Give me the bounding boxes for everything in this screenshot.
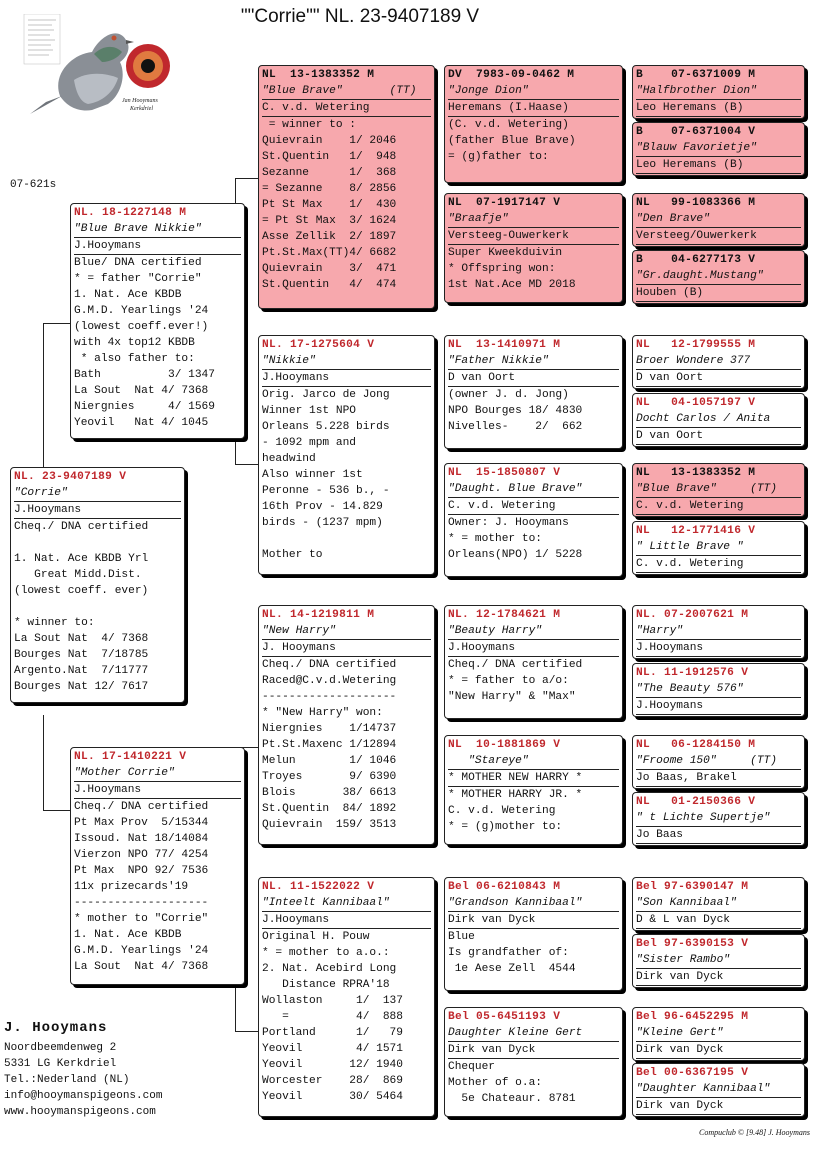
pedigree-box-sire[interactable] [70, 203, 245, 439]
pigeon-name: "Blue Brave" (TT) [636, 481, 801, 498]
ring-number: NL 99-1083366 M [636, 197, 756, 209]
pigeon-name: "Den Brave" [636, 211, 801, 228]
pigeon-name: "Beauty Harry" [448, 623, 619, 640]
pedigree-box-g10[interactable] [632, 663, 805, 717]
ring-number: DV 7983-09-0462 M [448, 69, 575, 81]
ring-number: NL. 17-1410221 V [74, 751, 187, 763]
pigeon-name: "New Harry" [262, 623, 431, 640]
ring-number: NL. 12-1784621 M [448, 609, 561, 621]
info-line: Wollaston 1/ 137 [262, 995, 403, 1007]
info-line: = Sezanne 8/ 2856 [262, 183, 397, 195]
info-line: = 4/ 888 [262, 1011, 403, 1023]
connector-line [43, 323, 44, 470]
owner: Versteeg/Ouwerkerk [636, 228, 801, 245]
pedigree-box-g16[interactable] [632, 1063, 805, 1117]
info-line: (owner J. d. Jong) [448, 389, 569, 401]
pedigree-box-g1[interactable] [632, 65, 805, 119]
info-line [14, 535, 181, 551]
lineage-code: 07-621s [10, 179, 57, 191]
info-line: Peronne - 536 b., - [262, 485, 390, 497]
owner: J.Hooymans [74, 782, 241, 799]
info-line: La Sout Nat 4/ 7368 [14, 633, 149, 645]
info-line: Blois 38/ 6613 [262, 787, 397, 799]
info-line: La Sout Nat 4/ 7368 [74, 961, 209, 973]
info-line: Yeovil 12/ 1940 [262, 1059, 403, 1071]
info-line: 5e Chateaur. 8781 [448, 1093, 576, 1105]
info-line: birds - (1237 mpm) [262, 517, 383, 529]
connector-line [43, 323, 71, 324]
info-line: NPO Bourges 18/ 4830 [448, 405, 583, 417]
info-line: Mother to [262, 549, 323, 561]
info-line: Owner: J. Hooymans [448, 517, 569, 529]
connector-line [43, 715, 44, 811]
pedigree-box-corrie[interactable] [10, 467, 185, 703]
info-line: Blue [448, 931, 475, 943]
ring-number: NL 06-1284150 M [636, 739, 756, 751]
info-line: Asse Zellik 2/ 1897 [262, 231, 397, 243]
pedigree-box-ddd[interactable] [444, 1007, 623, 1117]
pigeon-name: "Inteelt Kannibaal" [262, 895, 431, 912]
owner: Dirk van Dyck [448, 912, 619, 929]
owner: Versteeg-Ouwerkerk [448, 228, 619, 245]
contact-postcode: 5331 LG Kerkdriel [4, 1058, 117, 1070]
info-line: Bourges Nat 7/18785 [14, 649, 149, 661]
info-line: St.Quentin 84/ 1892 [262, 803, 397, 815]
pigeon-name: "Mother Corrie" [74, 765, 241, 782]
info-line: 1. Nat. Ace KBDB [74, 289, 182, 301]
info-line: Chequer [448, 1061, 495, 1073]
ring-number: B 07-6371004 V [636, 126, 756, 138]
ring-number: Bel 97-6390147 M [636, 881, 749, 893]
owner: J.Hooymans [14, 502, 181, 519]
ring-number: Bel 06-6210843 M [448, 881, 561, 893]
pedigree-box-sdd[interactable] [444, 463, 623, 577]
info-line: Cheq./ DNA certified [448, 659, 583, 671]
info-line: Orleans 5.228 birds [262, 421, 390, 433]
ring-number: NL 13-1383352 M [262, 69, 375, 81]
pedigree-box-g7[interactable] [632, 463, 805, 517]
info-line: Portland 1/ 79 [262, 1027, 403, 1039]
owner: D van Oort [636, 428, 801, 445]
ring-number: NL. 18-1227148 M [74, 207, 187, 219]
info-line: Pt Max Prov 5/15344 [74, 817, 209, 829]
logo-text-a: Jan Hooymans [122, 98, 158, 104]
ring-number: Bel 96-6452295 M [636, 1011, 749, 1023]
info-line: C. v.d. Wetering [448, 805, 556, 817]
info-line: Is grandfather of: [448, 947, 569, 959]
info-line [262, 531, 431, 547]
ring-number: NL 04-1057197 V [636, 397, 756, 409]
pigeon-name: " t Lichte Supertje" [636, 810, 801, 827]
pedigree-box-sire-dam[interactable] [258, 335, 435, 575]
ring-number: NL. 11-1522022 V [262, 881, 375, 893]
pigeon-name: Daughter Kleine Gert [448, 1025, 619, 1042]
info-line: Raced@C.v.d.Wetering [262, 675, 397, 687]
pedigree-box-dds[interactable] [444, 877, 623, 991]
info-line: -------------------- [262, 691, 397, 703]
page-title: ""Corrie"" NL. 23-9407189 V [240, 6, 480, 27]
info-line: Blue/ DNA certified [74, 257, 202, 269]
pedigree-box-dss[interactable] [444, 605, 623, 719]
ring-number: NL 15-1850807 V [448, 467, 561, 479]
contact-phone: Tel.:Nederland (NL) [4, 1074, 130, 1086]
ring-number: Bel 05-6451193 V [448, 1011, 561, 1023]
info-line: St.Quentin 4/ 474 [262, 279, 397, 291]
owner: J.Hooymans [636, 640, 801, 657]
info-line: Troyes 9/ 6390 [262, 771, 397, 783]
pedigree-box-sds[interactable] [444, 335, 623, 449]
info-line: * = father to a/o: [448, 675, 569, 687]
pedigree-box-g3[interactable] [632, 193, 805, 247]
info-line: Yeovil 4/ 1571 [262, 1043, 403, 1055]
owner: Leo Heremans (B) [636, 157, 801, 174]
owner: C. v.d. Wetering [636, 556, 801, 573]
pigeon-name: "Father Nikkie" [448, 353, 619, 370]
ring-number: NL 07-1917147 V [448, 197, 561, 209]
info-line: Vierzon NPO 77/ 4254 [74, 849, 209, 861]
pigeon-name: "Daughter Kannibaal" [636, 1081, 801, 1098]
info-line: 1st Nat.Ace MD 2018 [448, 279, 576, 291]
ring-number: Bel 00-6367195 V [636, 1067, 749, 1079]
info-line: Cheq./ DNA certified [74, 801, 209, 813]
pigeon-name: "Halfbrother Dion" [636, 83, 801, 100]
ring-number: NL. 11-1912576 V [636, 667, 749, 679]
pedigree-box-dam-dam[interactable] [258, 877, 435, 1117]
info-line: Super Kweekduivin [448, 247, 563, 259]
info-line: = Pt St Max 3/ 1624 [262, 215, 397, 227]
pigeon-name: Docht Carlos / Anita [636, 411, 801, 428]
owner: C. v.d. Wetering [448, 498, 619, 515]
owner: Dirk van Dyck [636, 969, 801, 986]
info-line: Sezanne 1/ 368 [262, 167, 397, 179]
pigeon-name: "Sister Rambo" [636, 952, 801, 969]
info-line: * MOTHER HARRY JR. * [448, 789, 583, 801]
pigeon-name: "Grandson Kannibaal" [448, 895, 619, 912]
owner: * MOTHER NEW HARRY * [448, 770, 619, 787]
info-line: Pt St Max 1/ 430 [262, 199, 397, 211]
info-line: 1e Aese Zell 4544 [448, 963, 576, 975]
contact-website[interactable]: www.hooymanspigeons.com [4, 1106, 156, 1118]
pigeon-name: "Froome 150" (TT) [636, 753, 801, 770]
info-line: * = (g)mother to: [448, 821, 563, 833]
info-line: 16th Prov - 14.829 [262, 501, 383, 513]
info-line: Niergnies 1/14737 [262, 723, 397, 735]
owner: J.Hooymans [262, 370, 431, 387]
pedigree-box-g14[interactable] [632, 934, 805, 988]
owner: J. Hooymans [262, 640, 431, 657]
owner: J.Hooymans [448, 640, 619, 657]
info-line: Great Midd.Dist. [14, 569, 142, 581]
info-line [14, 599, 181, 615]
pedigree-box-g12[interactable] [632, 792, 805, 846]
info-line: Winner 1st NPO [262, 405, 356, 417]
pigeon-name: "Nikkie" [262, 353, 431, 370]
owner: D & L van Dyck [636, 912, 801, 929]
info-line: Yeovil Nat 4/ 1045 [74, 417, 209, 429]
info-line: (lowest coeff.ever!) [74, 321, 209, 333]
info-line: 1. Nat. Ace KBDB [74, 929, 182, 941]
info-line: (father Blue Brave) [448, 135, 576, 147]
info-line: 1. Nat. Ace KBDB Yrl [14, 553, 149, 565]
owner: C. v.d. Wetering [636, 498, 801, 515]
pigeon-name: "Harry" [636, 623, 801, 640]
info-line: Quievrain 159/ 3513 [262, 819, 397, 831]
pedigree-box-g2[interactable] [632, 122, 805, 176]
info-line: Orig. Jarco de Jong [262, 389, 390, 401]
pedigree-box-g9[interactable] [632, 605, 805, 659]
pigeon-name: " Little Brave " [636, 539, 801, 556]
ring-number: NL. 07-2007621 M [636, 609, 749, 621]
ring-number: NL. 17-1275604 V [262, 339, 375, 351]
ring-number: Bel 97-6390153 V [636, 938, 749, 950]
pedigree-box-g5[interactable] [632, 335, 805, 389]
pedigree-box-g11[interactable] [632, 735, 805, 789]
info-line: headwind [262, 453, 316, 465]
ring-number: B 04-6277173 V [636, 254, 756, 266]
pedigree-box-g4[interactable] [632, 250, 805, 304]
software-credit: Compuclub © [9.48] J. Hooymans [699, 1128, 810, 1137]
info-line: * Offspring won: [448, 263, 556, 275]
owner: Heremans (I.Haase) [448, 100, 619, 117]
ring-number: NL 13-1383352 M [636, 467, 756, 479]
pigeon-name: "Blauw Favorietje" [636, 140, 801, 157]
info-line: = (g)father to: [448, 151, 549, 163]
ring-number: B 07-6371009 M [636, 69, 756, 81]
ring-number: NL 13-1410971 M [448, 339, 561, 351]
pedigree-box-dam-sire[interactable] [258, 605, 435, 845]
info-line: Nivelles- 2/ 662 [448, 421, 583, 433]
owner: J.Hooymans [262, 912, 431, 929]
owner: D van Oort [636, 370, 801, 387]
info-line: Original H. Pouw [262, 931, 370, 943]
pedigree-box-sss[interactable] [444, 65, 623, 183]
info-line: Pt.St.Maxenc 1/12894 [262, 739, 397, 751]
pigeon-logo [22, 14, 172, 126]
owner: C. v.d. Wetering [262, 100, 431, 117]
pigeon-name: "Blue Brave Nikkie" [74, 221, 241, 238]
info-line: G.M.D. Yearlings '24 [74, 305, 209, 317]
owner: Jo Baas, Brakel [636, 770, 801, 787]
info-line: Pt Max NPO 92/ 7536 [74, 865, 209, 877]
info-line: Worcester 28/ 869 [262, 1075, 403, 1087]
pedigree-box-g13[interactable] [632, 877, 805, 931]
info-line: * "New Harry" won: [262, 707, 383, 719]
info-line: Yeovil 30/ 5464 [262, 1091, 403, 1103]
contact-email[interactable]: info@hooymanspigeons.com [4, 1090, 163, 1102]
owner: Leo Heremans (B) [636, 100, 801, 117]
pedigree-box-g6[interactable] [632, 393, 805, 447]
info-line: (lowest coeff. ever) [14, 585, 149, 597]
info-line: Bourges Nat 12/ 7617 [14, 681, 149, 693]
info-line: Also winner 1st [262, 469, 363, 481]
owner: Jo Baas [636, 827, 801, 844]
info-line: 2. Nat. Acebird Long [262, 963, 397, 975]
connector-line [235, 1031, 259, 1032]
ring-number: NL 12-1799555 M [636, 339, 756, 351]
pigeon-name: "Gr.daught.Mustang" [636, 268, 801, 285]
info-line: Argento.Nat 7/11777 [14, 665, 149, 677]
info-line: with 4x top12 KBDB [74, 337, 195, 349]
info-line: Cheq./ DNA certified [14, 521, 149, 533]
pigeon-name: "Jonge Dion" [448, 83, 619, 100]
breeder-name: J. Hooymans [4, 1020, 108, 1036]
connector-line [43, 810, 71, 811]
info-line: * = father "Corrie" [74, 273, 202, 285]
pedigree-box-dsd[interactable] [444, 735, 623, 845]
info-line: G.M.D. Yearlings '24 [74, 945, 209, 957]
pedigree-box-dam[interactable] [70, 747, 245, 985]
pigeon-name: "Son Kannibaal" [636, 895, 801, 912]
ring-number: NL 12-1771416 V [636, 525, 756, 537]
pigeon-name: "Stareye" [448, 753, 619, 770]
info-line: Quievrain 1/ 2046 [262, 135, 397, 147]
info-line: Distance RPRA'18 [262, 979, 390, 991]
info-line: Melun 1/ 1046 [262, 755, 397, 767]
pigeon-name: "Kleine Gert" [636, 1025, 801, 1042]
pigeon-name: "The Beauty 576" [636, 681, 801, 698]
pigeon-name: Broer Wondere 377 [636, 353, 801, 370]
info-line: * mother to "Corrie" [74, 913, 209, 925]
pigeon-name: "Blue Brave" (TT) [262, 83, 431, 100]
info-line: "New Harry" & "Max" [448, 691, 576, 703]
owner: Houben (B) [636, 285, 801, 302]
pigeon-name: "Corrie" [14, 485, 181, 502]
pigeon-name: "Daught. Blue Brave" [448, 481, 619, 498]
owner: Dirk van Dyck [448, 1042, 619, 1059]
info-line: * = mother to: [448, 533, 542, 545]
info-line: * also father to: [74, 353, 195, 365]
info-line: -------------------- [74, 897, 209, 909]
connector-line [235, 178, 259, 179]
pedigree-box-g8[interactable] [632, 521, 805, 575]
info-line: Issoud. Nat 18/14084 [74, 833, 209, 845]
breeder-contact [4, 1020, 162, 1120]
info-line: St.Quentin 1/ 948 [262, 151, 397, 163]
info-line: (C. v.d. Wetering) [448, 119, 569, 131]
owner: J.Hooymans [636, 698, 801, 715]
info-line: * = mother to a.o.: [262, 947, 390, 959]
info-line: Pt.St.Max(TT)4/ 6682 [262, 247, 397, 259]
contact-address: Noordbeemdenweg 2 [4, 1042, 117, 1054]
connector-line [235, 464, 259, 465]
info-line: * winner to: [14, 617, 95, 629]
logo-text-b: Kerkdriel [130, 106, 153, 112]
info-line: Mother of o.a: [448, 1077, 542, 1089]
owner: Dirk van Dyck [636, 1042, 801, 1059]
owner: Dirk van Dyck [636, 1098, 801, 1115]
ring-number: NL 10-1881869 V [448, 739, 561, 751]
info-line: Niergnies 4/ 1569 [74, 401, 215, 413]
info-line: La Sout Nat 4/ 7368 [74, 385, 209, 397]
ring-number: NL 01-2150366 V [636, 796, 756, 808]
pedigree-box-g15[interactable] [632, 1007, 805, 1061]
pedigree-box-ssd[interactable] [444, 193, 623, 303]
info-line: Cheq./ DNA certified [262, 659, 397, 671]
info-line: Orleans(NPO) 1/ 5228 [448, 549, 583, 561]
info-line: = winner to : [262, 119, 356, 131]
owner: J.Hooymans [74, 238, 241, 255]
info-line: Quievrain 3/ 471 [262, 263, 397, 275]
owner: D van Oort [448, 370, 619, 387]
info-line: 11x prizecards'19 [74, 881, 189, 893]
info-line: - 1092 mpm and [262, 437, 356, 449]
ring-number: NL. 23-9407189 V [14, 471, 127, 483]
info-line: Bath 3/ 1347 [74, 369, 215, 381]
ring-number: NL. 14-1219811 M [262, 609, 375, 621]
pigeon-name: "Braafje" [448, 211, 619, 228]
pedigree-box-sire-sire[interactable] [258, 65, 435, 309]
